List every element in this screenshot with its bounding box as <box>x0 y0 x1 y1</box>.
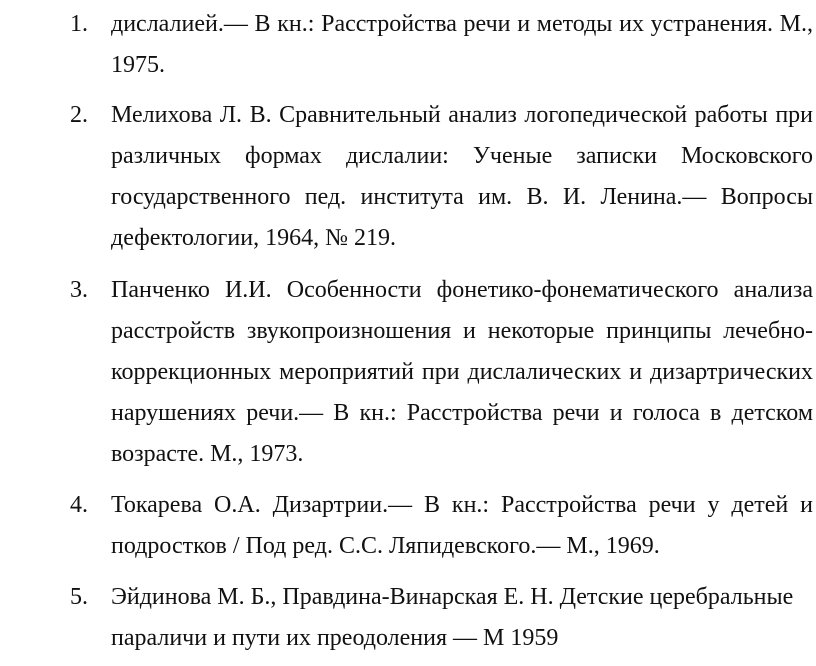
reference-number: 1. <box>70 11 88 37</box>
reference-text: Токарева О.А. Дизартрии.— В кн.: Расстройства речи у детей и подростков / Под ред. С.С. Ляпидевского.— М., 1969. <box>111 492 813 559</box>
reference-text: Мелихова Л. В. Сравнительный анализ логопедической работы при различных формах дислалии: Ученые записки Московского государственного пед. института им. В. И. Ленина.— Вопросы дефектологии, 1964, № 219. <box>111 102 813 251</box>
reference-text: Панченко И.И. Особенности фонетико-фонематического анализа расстройств звукопроизношения и некоторые принципы лечебно-коррекционных мероприятий при дислалических и дизартрических нарушениях речи.— В кн.: Расстройства речи и голоса в детском возрасте. М., 1973. <box>111 277 813 467</box>
reference-number: 4. <box>70 492 88 518</box>
reference-number: 2. <box>70 102 88 128</box>
reference-number: 5. <box>70 584 88 610</box>
reference-number: 3. <box>70 277 88 303</box>
reference-text: дислалией.— В кн.: Расстройства речи и методы их устранения. М., 1975. <box>111 11 813 78</box>
reference-text: Эйдинова М. Б., Правдина-Винарская Е. Н. Детские церебральные параличи и пути их преодоления — М 1959 <box>111 584 794 651</box>
